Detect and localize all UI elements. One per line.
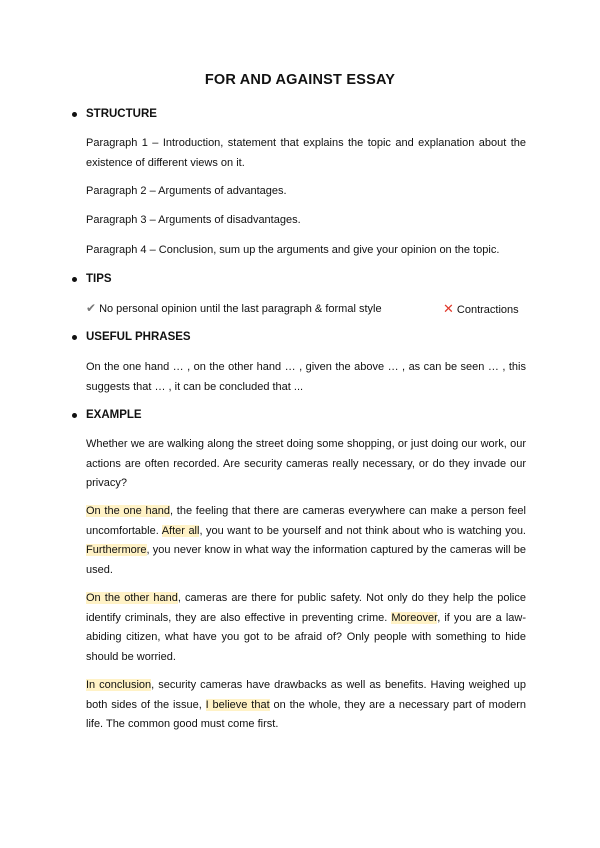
- linker-highlight: After all: [161, 524, 200, 537]
- structure-paragraph-4: Paragraph 4 – Conclusion, sum up the arguments and give your opinion on the topic.: [86, 244, 500, 256]
- example-text: , the feeling that there are cameras everywhere can make a person feel uncomfortable.: [86, 505, 526, 537]
- example-intro: Whether we are walking along the street doing some shopping, or just doing our work, our actions are often recorded. Are security cameras really necessary, or do they invade our privacy?: [86, 438, 526, 489]
- example-text: , if you are a law-abiding citizen, what have you got to be afraid of? Only people with something to hide should be worried.: [86, 611, 526, 663]
- example-text: , cameras are there for public safety. Not only do they help the police identify criminals, they are also effective in preventing crime.: [86, 592, 526, 624]
- page-title: FOR AND AGAINST ESSAY: [204, 72, 396, 88]
- tip-dont: [443, 301, 519, 317]
- linker-highlight: On the one hand: [86, 505, 170, 517]
- structure-paragraph-1: Paragraph 1 – Introduction, statement that explains the topic and explanation about the existence of different views on it.: [86, 137, 526, 169]
- check-mark-icon: ✔: [86, 301, 97, 315]
- tips-heading-label: TIPS: [86, 273, 112, 285]
- tips-heading: [72, 273, 112, 285]
- tip-do-label: No personal opinion until the last paragraph & formal style: [99, 303, 382, 315]
- linker-highlight: Moreover: [391, 611, 438, 624]
- structure-heading-label: STRUCTURE: [86, 108, 157, 120]
- linker-highlight: I believe that: [205, 698, 270, 711]
- structure-paragraph-2: Paragraph 2 – Arguments of advantages.: [86, 185, 287, 197]
- bullet-icon: [72, 277, 77, 282]
- example-paragraph-3: [86, 589, 526, 667]
- linker-highlight: On the other hand: [86, 592, 178, 604]
- example-text: , security cameras have drawbacks as well as benefits. Having weighed up both sides of the issue,: [86, 679, 526, 711]
- example-text: , you never know in what way the information captured by the cameras will be used.: [86, 544, 526, 576]
- example-heading-label: EXAMPLE: [86, 409, 142, 421]
- tip-do: [86, 301, 382, 315]
- phrases-text: On the one hand … , on the other hand … , given the above … , as can be seen … , this suggests that … , it can be concluded that ...: [86, 361, 526, 393]
- bullet-icon: [72, 112, 77, 117]
- tips-row: [86, 301, 526, 319]
- bullet-icon: [72, 335, 77, 340]
- structure-paragraph-3: Paragraph 3 – Arguments of disadvantages.: [86, 214, 301, 226]
- example-paragraph-2: [86, 502, 526, 580]
- phrases-heading: [72, 331, 191, 343]
- tip-dont-label: Contractions: [456, 304, 519, 316]
- example-heading: [72, 409, 142, 421]
- linker-highlight: In conclusion: [86, 679, 152, 691]
- example-text: on the whole, they are a necessary part of modern life. The common good must come first.: [86, 698, 526, 730]
- example-text: , you want to be yourself and not think about who is watching you.: [199, 524, 526, 537]
- bullet-icon: [72, 413, 77, 418]
- structure-heading: [72, 108, 157, 120]
- linker-highlight: Furthermore: [86, 544, 147, 556]
- cross-mark-icon: ✕: [443, 301, 454, 316]
- phrases-heading-label: USEFUL PHRASES: [86, 331, 191, 343]
- example-paragraph-4: [86, 676, 526, 735]
